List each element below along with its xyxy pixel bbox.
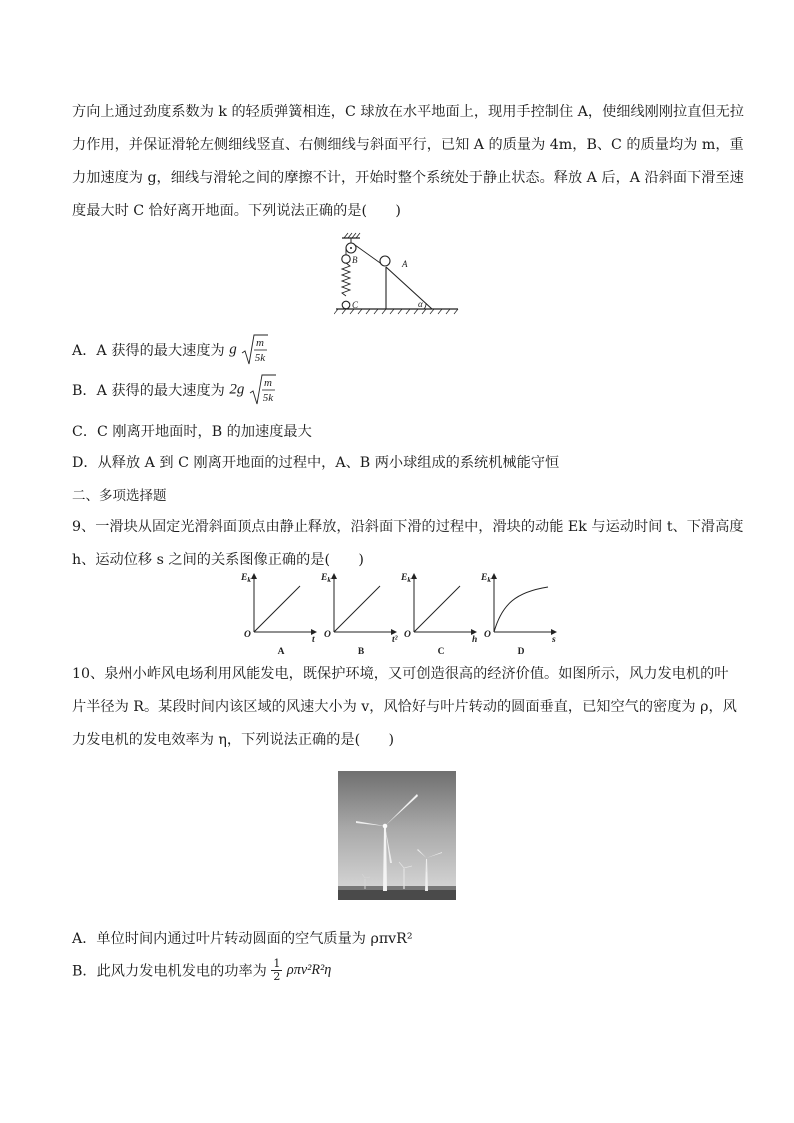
- q9-stem-line: h、运动位移 s 之间的关系图像正确的是( ): [72, 552, 364, 568]
- origin-label: O: [404, 630, 411, 640]
- q8-pulley-incline-figure: [334, 232, 460, 320]
- q8-option-b-text: B．A 获得的最大速度为: [72, 383, 225, 399]
- graph-line: [414, 586, 460, 632]
- y-axis-label: $E_k$: [481, 573, 491, 584]
- graph-line: [334, 586, 380, 632]
- y-axis-label: $E_k$: [241, 573, 251, 584]
- q9-graphs: [236, 570, 566, 658]
- sqrt-numerator: m: [263, 377, 272, 389]
- q9-graph-D: [480, 573, 556, 657]
- q10-stem-line: 力发电机的发电效率为 η，下列说法正确的是( ): [72, 732, 395, 748]
- q9-graph-A: [240, 573, 316, 657]
- q8-option-b: [72, 373, 277, 409]
- fraction-numerator: 1: [273, 957, 281, 970]
- label-b: B: [352, 255, 358, 265]
- fraction-denominator: 2: [273, 970, 281, 983]
- graph-caption: B: [357, 647, 365, 657]
- q10-stem-line: 片半径为 R。某段时间内该区域的风速大小为 v，风恰好与叶片转动的圆面垂直，已知空气的密度为 ρ，风: [72, 699, 737, 715]
- wind-turbine-photo: [338, 771, 456, 900]
- q8-option-a-coef: g: [229, 341, 237, 358]
- q9-graph-B: [320, 573, 399, 657]
- label-alpha: α: [418, 299, 423, 309]
- graph-caption: D: [517, 647, 525, 657]
- origin-label: O: [324, 630, 331, 640]
- q8-option-a-text: A．A 获得的最大速度为: [72, 343, 225, 359]
- q10-option-a: A．单位时间内通过叶片转动圆面的空气质量为 ρπvR²: [72, 931, 413, 947]
- label-a: A: [402, 259, 408, 269]
- q8-option-a: [72, 333, 269, 369]
- section-title: 二、多项选择题: [72, 488, 167, 504]
- x-axis-label: t: [312, 635, 315, 645]
- graph-caption: C: [437, 647, 445, 657]
- q8-stem-line: 方向上通过劲度系数为 k 的轻质弹簧相连，C 球放在水平地面上，现用手控制住 A，使细线刚刚拉直但无拉: [72, 104, 744, 120]
- graph-line: [254, 586, 300, 632]
- graph-caption: A: [277, 647, 285, 657]
- sqrt-denominator: 5k: [262, 392, 274, 404]
- x-axis-label: h: [472, 635, 478, 645]
- x-axis-label: s: [552, 635, 556, 645]
- sqrt-denominator: 5k: [255, 352, 266, 364]
- q8-stem-line: 力作用，并保证滑轮左侧细线竖直、右侧细线与斜面平行，已知 A 的质量为 4m，B、C 的质量均为 m，重: [72, 137, 744, 153]
- graph-curve: [494, 587, 548, 632]
- sqrt-numerator: m: [256, 337, 265, 349]
- sqrt-expression: [241, 333, 269, 367]
- q8-option-d: D．从释放 A 到 C 刚离开地面的过程中，A、B 两小球组成的系统机械能守恒: [72, 455, 560, 471]
- label-c: C: [352, 300, 359, 310]
- q10-option-b: [72, 958, 331, 992]
- q8-option-b-coef: 2g: [229, 381, 245, 398]
- origin-label: O: [484, 630, 491, 640]
- q8-stem-line: 度最大时 C 恰好离开地面。下列说法正确的是( ): [72, 203, 401, 219]
- q10-option-b-text: B．此风力发电机发电的功率为: [72, 963, 267, 980]
- x-axis-label: t²: [392, 635, 398, 645]
- q10-stem-line: 10、泉州小岞风电场利用风能发电，既保护环境，又可创造很高的经济价值。如图所示，风力发电机的叶: [72, 666, 729, 682]
- power-expression: ρπv²R²η: [286, 962, 332, 978]
- fraction: [271, 958, 282, 983]
- origin-label: O: [244, 630, 251, 640]
- q8-stem-line: 力加速度为 g，细线与滑轮之间的摩擦不计，开始时整个系统处于静止状态。释放 A 后，A 沿斜面下滑至速: [72, 170, 744, 186]
- y-axis-label: $E_k$: [401, 573, 411, 584]
- sqrt-expression: [249, 373, 277, 407]
- q9-stem-line: 9、一滑块从固定光滑斜面顶点由静止释放，沿斜面下滑的过程中，滑块的动能 Ek 与运动时间 t、下滑高度: [72, 519, 744, 535]
- q8-option-c: C．C 刚离开地面时，B 的加速度最大: [72, 424, 312, 440]
- y-axis-label: $E_k$: [321, 573, 331, 584]
- q9-graph-C: [400, 573, 477, 657]
